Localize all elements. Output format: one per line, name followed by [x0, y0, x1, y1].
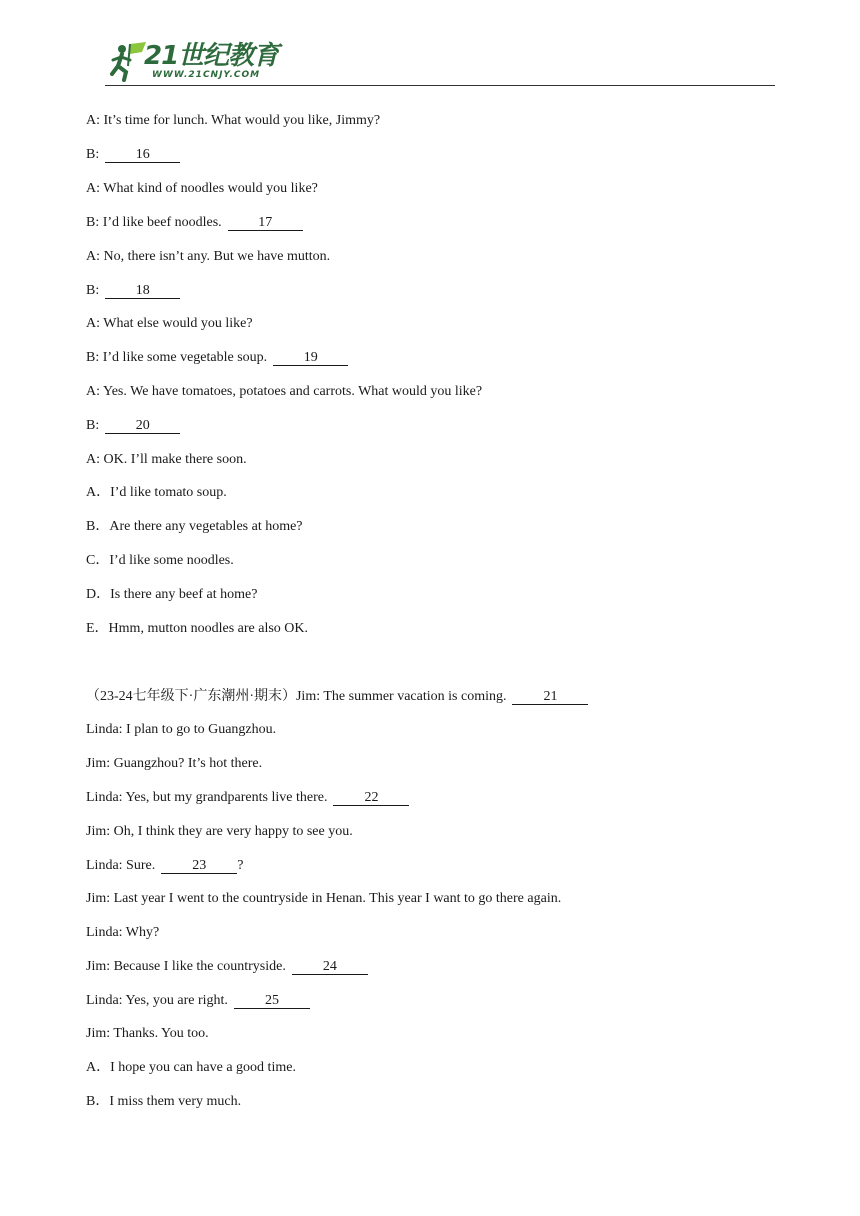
line-text: A: What kind of noodles would you like?	[86, 181, 318, 196]
dialogue-line	[86, 248, 330, 266]
site-logo	[108, 40, 278, 84]
answer-blank[interactable]: 18	[105, 283, 180, 299]
dialogue-line	[86, 451, 247, 469]
line-text: Jim: Oh, I think they are very happy to see you.	[86, 824, 353, 839]
dialogue-line	[86, 586, 257, 604]
answer-blank[interactable]: 16	[105, 147, 180, 163]
line-text: D．Is there any beef at home?	[86, 587, 258, 602]
line-text: B．I miss them very much.	[86, 1094, 242, 1109]
dialogue-line-with-blank	[86, 992, 310, 1010]
dialogue-line	[86, 721, 276, 739]
dialogue-line-with-blank	[86, 417, 180, 435]
dialogue-line	[86, 620, 308, 638]
line-text: Jim: Because I like the countryside.	[86, 959, 286, 974]
dialogue-line-with-blank	[86, 857, 243, 875]
dialogue-line-with-blank	[86, 214, 303, 232]
line-text: Linda: I plan to go to Guangzhou.	[86, 722, 277, 737]
answer-blank[interactable]: 22	[333, 790, 409, 806]
dialogue-line	[86, 484, 227, 502]
dialogue-line-with-blank	[86, 349, 348, 367]
line-text: A．I hope you can have a good time.	[86, 1060, 296, 1075]
dialogue-line	[86, 315, 253, 333]
line-text: B:	[86, 147, 100, 162]
dialogue-line	[86, 1059, 296, 1077]
line-text: A: OK. I’ll make there soon.	[86, 452, 247, 467]
line-text: C．I’d like some noodles.	[86, 553, 234, 568]
line-text: E．Hmm, mutton noodles are also OK.	[86, 621, 309, 636]
dialogue-line-with-blank	[86, 688, 588, 706]
line-text: B:	[86, 418, 100, 433]
dialogue-line	[86, 383, 482, 401]
line-text: Linda: Why?	[86, 925, 160, 940]
page-header	[0, 0, 860, 90]
line-text: Jim: Guangzhou? It’s hot there.	[86, 756, 263, 771]
dialogue-line	[86, 552, 234, 570]
dialogue-line	[86, 180, 318, 198]
answer-blank[interactable]: 23	[161, 858, 237, 874]
answer-blank[interactable]: 17	[228, 215, 303, 231]
line-text: Linda: Yes, but my grandparents live there.	[86, 790, 328, 805]
answer-blank[interactable]: 24	[292, 959, 368, 975]
logo-text: 21世纪教育	[144, 41, 279, 71]
dialogue-line	[86, 755, 262, 773]
line-text: Jim: Last year I went to the countryside in Henan. This year I want to go there again.	[86, 891, 562, 906]
line-text: A: Yes. We have tomatoes, potatoes and carrots. What would you like?	[86, 384, 483, 399]
dialogue-line	[86, 112, 380, 130]
dialogue-line	[86, 1025, 209, 1043]
dialogue-line-with-blank	[86, 282, 180, 300]
answer-blank[interactable]: 19	[273, 350, 348, 366]
logo-url: WWW.21CNJY.COM	[152, 70, 261, 80]
line-text: Linda: Yes, you are right.	[86, 993, 228, 1008]
dialogue-line	[86, 890, 561, 908]
line-text: B: I’d like beef noodles.	[86, 215, 222, 230]
line-text: A: What else would you like?	[86, 316, 253, 331]
line-text: B:	[86, 283, 100, 298]
line-text: Linda: Sure.	[86, 858, 156, 873]
answer-blank[interactable]: 25	[234, 993, 310, 1009]
answer-blank[interactable]: 20	[105, 418, 180, 434]
line-text: A: It’s time for lunch. What would you like, Jimmy?	[86, 113, 381, 128]
line-text: A．I’d like tomato soup.	[86, 485, 227, 500]
dialogue-line-with-blank	[86, 146, 180, 164]
dialogue-line-with-blank	[86, 789, 409, 807]
line-text: B: I’d like some vegetable soup.	[86, 350, 268, 365]
dialogue-line-with-blank	[86, 958, 368, 976]
header-divider	[105, 85, 775, 86]
line-suffix: ?	[237, 858, 244, 873]
dialogue-line	[86, 1093, 241, 1111]
line-text: A: No, there isn’t any. But we have mutton.	[86, 249, 331, 264]
line-text: B．Are there any vegetables at home?	[86, 519, 303, 534]
answer-blank[interactable]: 21	[512, 689, 588, 705]
dialogue-line	[86, 823, 353, 841]
line-text: Jim: Thanks. You too.	[86, 1026, 209, 1041]
dialogue-line	[86, 518, 303, 536]
line-text: （23-24七年级下·广东潮州·期末）Jim: The summer vacation is coming.	[86, 689, 507, 704]
dialogue-line	[86, 924, 159, 942]
runner-icon	[108, 40, 148, 84]
